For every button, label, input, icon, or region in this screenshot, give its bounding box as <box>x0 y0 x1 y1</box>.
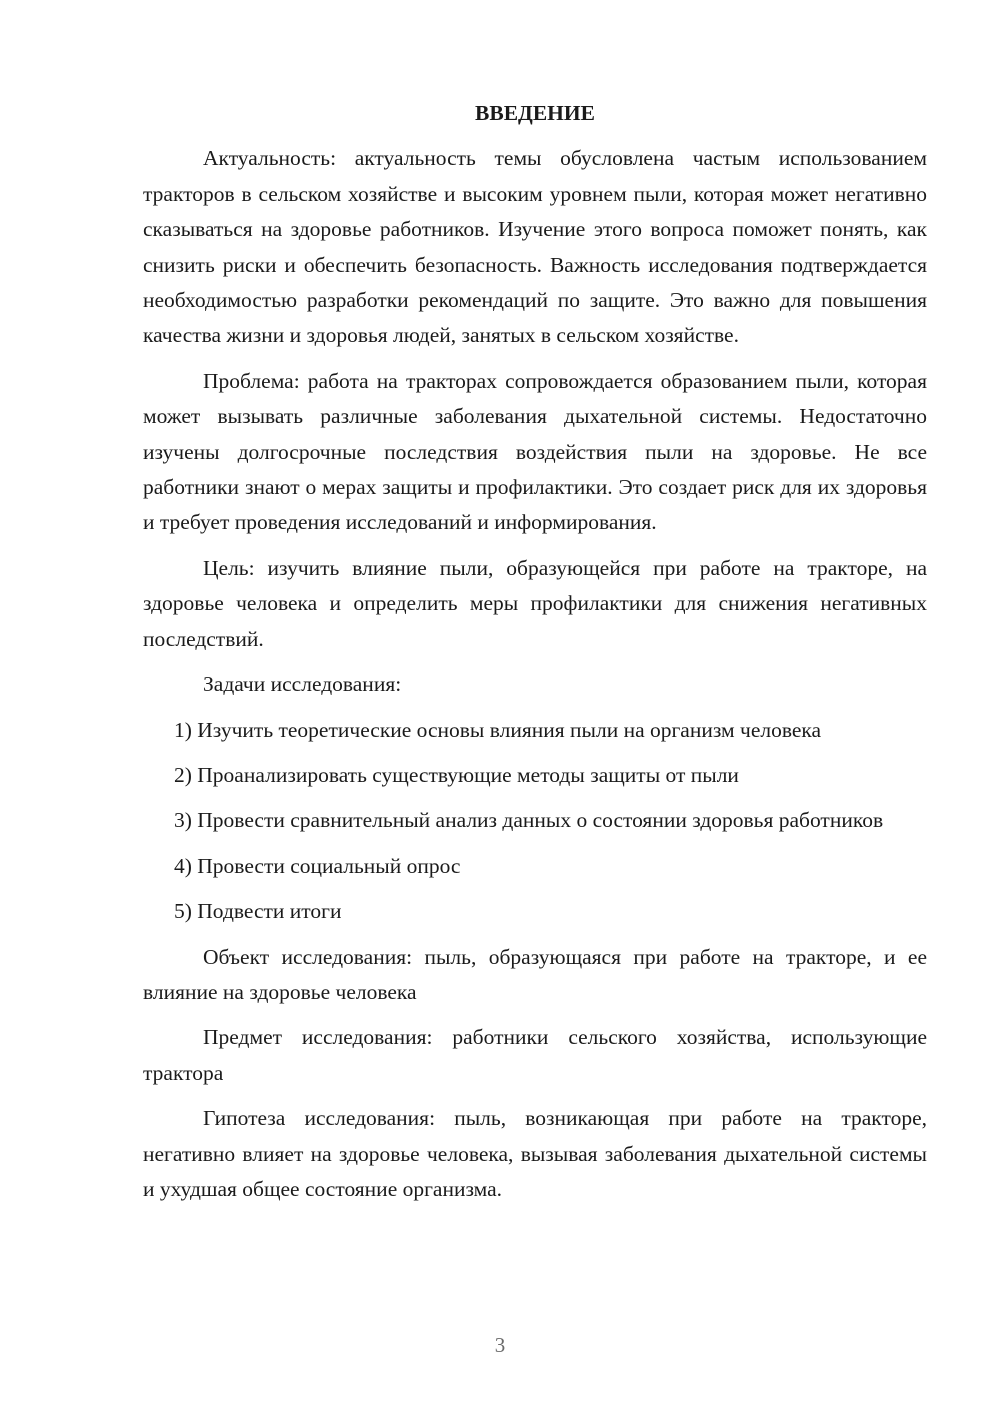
document-page <box>143 96 927 1217</box>
task-item: 4) Провести социальный опрос <box>174 853 461 878</box>
task-item: 5) Подвести итоги <box>174 899 342 924</box>
task-item: 1) Изучить теоретические основы влияния пыли на организм человека <box>174 717 822 742</box>
page-number: 3 <box>494 1333 506 1357</box>
task-item: 2) Проанализировать существующие методы защиты от пыли <box>174 762 739 787</box>
paragraph-relevance: Актуальность: актуальность темы обусловлена частым использованием тракторов в сельском хозяйстве и высоким уровнем пыли, которая может негативно сказываться на здоровье работников. Изучение этого вопроса поможет понять, как снизить риски и обеспечить безопасность. Важность исследования подтверждается необходимостью разработки рекомендаций по защите. Это важно для повышения качества жизни и здоровья людей, занятых в сельском хозяйстве. <box>143 146 927 348</box>
paragraph-object: Объект исследования: пыль, образующаяся при работе на тракторе, и ее влияние на здоровье человека <box>143 944 927 1004</box>
paragraph-tasks-heading: Задачи исследования: <box>203 672 402 697</box>
paragraph-goal: Цель: изучить влияние пыли, образующейся при работе на тракторе, на здоровье человека и определить меры профилактики для снижения негативных последствий. <box>143 555 927 651</box>
paragraph-subject: Предмет исследования: работники сельского хозяйства, использующие трактора <box>143 1025 927 1085</box>
paragraph-hypothesis: Гипотеза исследования: пыль, возникающая при работе на тракторе, негативно влияет на здоровье человека, вызывая заболевания дыхательной системы и ухудшая общее состояние организма. <box>143 1106 927 1201</box>
section-title: ВВЕДЕНИЕ <box>475 101 595 125</box>
task-item: 3) Провести сравнительный анализ данных о состоянии здоровья работников <box>174 808 884 833</box>
paragraph-problem: Проблема: работа на тракторах сопровождается образованием пыли, которая может вызывать различные заболевания дыхательной системы. Недостаточно изучены долгосрочные последствия воздействия пыли на здоровье. Не все работники знают о мерах защиты и профилактики. Это создает риск для их здоровья и требует проведения исследований и информирования. <box>143 368 927 535</box>
